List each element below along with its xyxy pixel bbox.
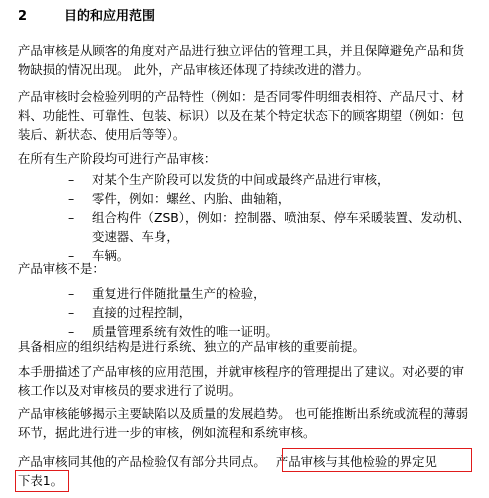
list-dash: –	[68, 324, 75, 339]
list-item: – 对某个生产阶段可以发货的中间或最终产品进行审核，	[68, 172, 390, 187]
paragraph-prerequisite: 具备相应的组织结构是进行系统、独立的产品审核的重要前提。	[18, 339, 365, 354]
list-dash: –	[68, 248, 75, 263]
list-not-audit	[18, 284, 476, 341]
highlight-box-bottom	[15, 470, 69, 492]
list-item: – 组合构件（ZSB），例如：控制器、喷油泵、停车采暖装置、发动机、变速器、车身，	[68, 210, 470, 244]
list-item: – 车辆。	[68, 248, 130, 263]
paragraph-not-intro: 产品审核不是：	[18, 261, 105, 276]
section-heading	[18, 8, 155, 26]
list-dash: –	[68, 305, 75, 320]
list-dash: –	[68, 210, 75, 225]
list-dash: –	[68, 191, 75, 206]
highlight-box-top	[282, 448, 472, 472]
paragraph-defects-trends: 产品审核能够揭示主要缺陷以及质量的发展趋势。 也可能推断出系统或流程的薄弱环节，据此进行进一步的审核，例如流程和系统审核。	[18, 406, 469, 440]
paragraph-stages-intro: 在所有生产阶段均可进行产品审核：	[18, 151, 217, 166]
list-dash: –	[68, 172, 75, 187]
list-item: – 重复进行伴随批量生产的检验，	[68, 286, 266, 301]
list-item: – 零件，例如：螺丝、内胎、曲轴箱，	[68, 191, 291, 206]
list-item: – 质量管理系统有效性的唯一证明。	[68, 324, 278, 339]
list-production-stages	[18, 170, 476, 265]
paragraph-manual-scope: 本手册描述了产品审核的应用范围，并就审核程序的管理提出了建议。对必要的审核工作以及对审核员的要求进行了说明。	[18, 364, 465, 398]
section-title: 目的和应用范围	[64, 9, 156, 24]
paragraph-characteristics: 产品审核时会检验列明的产品特性（例如：是否同零件明细表相符、产品尺寸、材料、功能性、可靠性、包装、标识）以及在某个特定状态下的顾客期望（例如：包装后、新状态、使用后等等）。	[18, 89, 465, 142]
section-number: 2	[18, 9, 28, 24]
comparison-highlight-text-a: 产品审核与其他检验的界定见	[275, 454, 437, 469]
list-item: – 直接的过程控制，	[68, 305, 192, 320]
comparison-highlight-text-b: 下表1。	[18, 473, 64, 488]
comparison-text: 产品审核同其他的产品检验仅有部分共同点。	[18, 454, 266, 469]
list-dash: –	[68, 286, 75, 301]
paragraph-purpose: 产品审核是从顾客的角度对产品进行独立评估的管理工具，并且保障避免产品和货物缺损的情况出现。 此外，产品审核还体现了持续改进的潜力。	[18, 43, 465, 77]
